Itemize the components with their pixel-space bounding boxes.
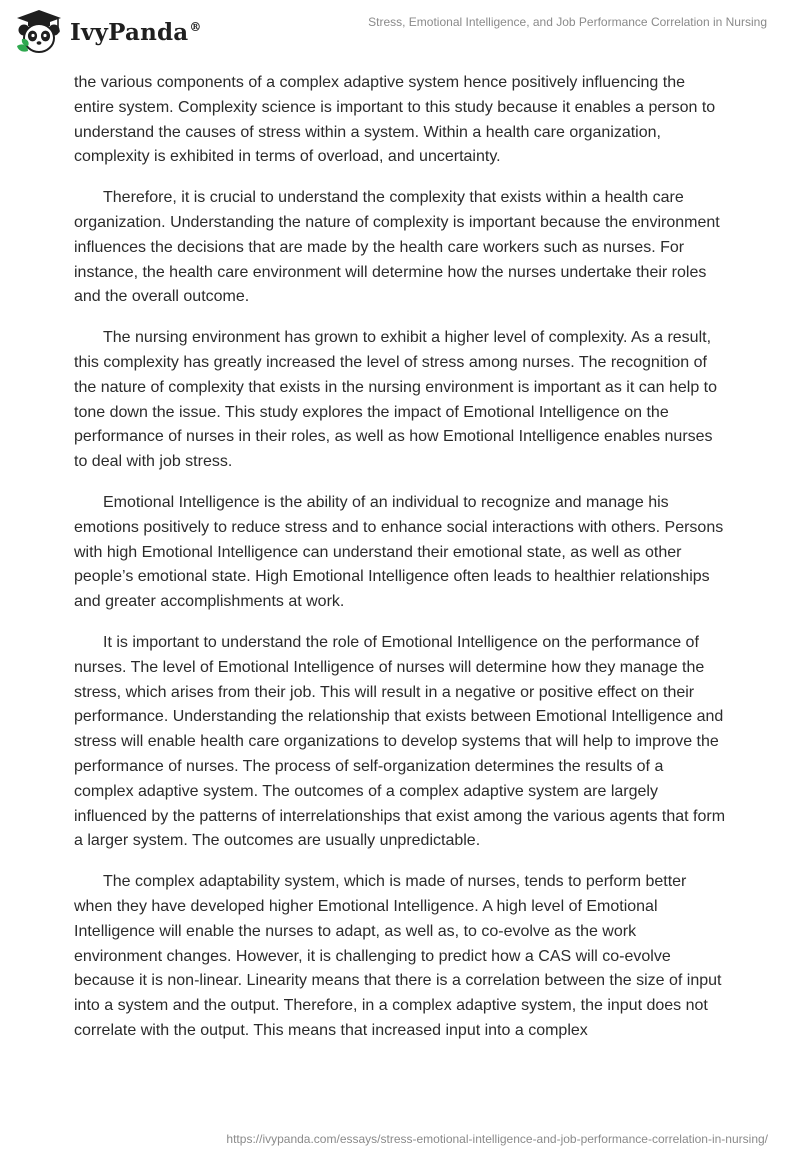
paragraph: Therefore, it is crucial to understand the complexity that exists within a health care organization. Understanding the nature of complexity is important because the environment influences the decisions that are made by the health care workers such as nurses. For instance, the health care environment will determine how the nurses undertake their roles and the overall outcome.	[74, 189, 720, 306]
essay-body	[74, 71, 726, 1060]
panda-graduate-icon	[14, 8, 64, 56]
page-header	[0, 0, 800, 70]
paragraph: Emotional Intelligence is the ability of an individual to recognize and manage his emotions positively to reduce stress and to enhance social interactions with others. Persons with high Emotional Intelligence can understand their emotional state, as well as other people’s emotional state. High Emotional Intelligence often leads to healthier relationships and greater accomplishments at work.	[74, 493, 724, 611]
registered-mark: ®	[189, 19, 202, 34]
brand-name: IvyPanda®	[70, 18, 202, 46]
source-url[interactable]: https://ivypanda.com/essays/stress-emotional-intelligence-and-job-performance-correlation-in-nursing/	[226, 1132, 768, 1146]
document-title: Stress, Emotional Intelligence, and Job Performance Correlation in Nursing	[368, 15, 767, 29]
paragraph: the various components of a complex adaptive system hence positively influencing the entire system. Complexity science is important to this study because it enables a person to understand the causes of stress within a system. Within a health care organization, complexity is exhibited in terms of overload, and uncertainty.	[74, 74, 716, 166]
ivypanda-logo[interactable]	[14, 8, 202, 56]
paragraph: The complex adaptability system, which is made of nurses, tends to perform better when they have developed higher Emotional Intelligence. A high level of Emotional Intelligence will enable the nurses to adapt, as well as, to co-evolve as the work environment changes. However, it is challenging to predict how a CAS will co-evolve because it is non-linear. Linearity means that there is a correlation between the size of input into a system and the output. Therefore, in a complex adaptive system, the input does not correlate with the output. This means that increased input into a complex	[74, 873, 722, 1039]
paragraph: The nursing environment has grown to exhibit a higher level of complexity. As a result, this complexity has greatly increased the level of stress among nurses. The recognition of the nature of complexity that exists in the nursing environment is important as it can help to tone down the issue. This study explores the impact of Emotional Intelligence on the performance of nurses in their roles, as well as how Emotional Intelligence enables nurses to deal with job stress.	[74, 329, 717, 471]
paragraph: It is important to understand the role of Emotional Intelligence on the performance of nurses. The level of Emotional Intelligence of nurses will determine how they manage the stress, which arises from their job. This will result in a negative or positive effect on their performance. Understanding the relationship that exists between Emotional Intelligence and stress will enable health care organizations to develop systems that will help to improve the performance of nurses. The process of self-organization determines the results of a complex adaptive system. The outcomes of a complex adaptive system are largely influenced by the patterns of interrelationships that exist among the various agents that form a larger system. The outcomes are usually unpredictable.	[74, 633, 726, 850]
